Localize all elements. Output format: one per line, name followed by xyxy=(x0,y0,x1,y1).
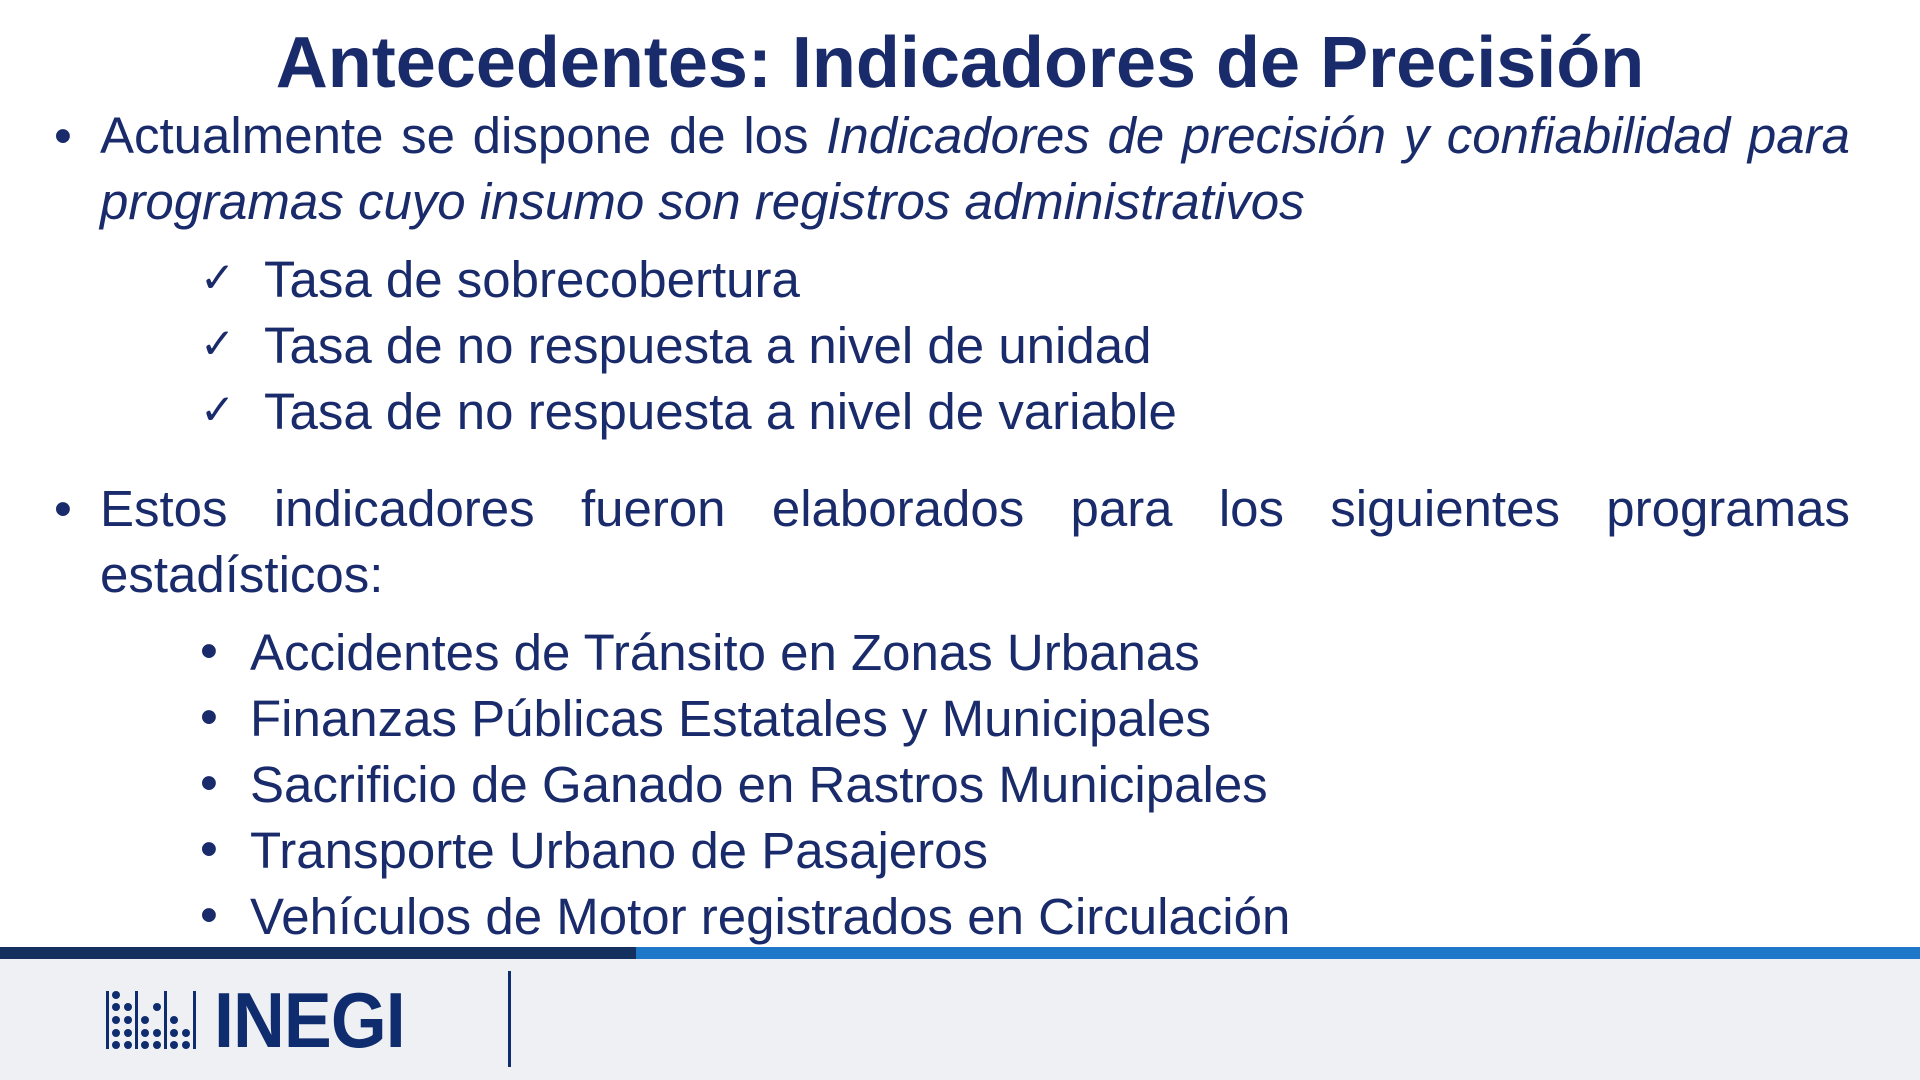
bullet-dot-icon: • xyxy=(200,622,218,679)
program-label: Finanzas Públicas Estatales y Municipales xyxy=(250,690,1211,747)
slide-title: Antecedentes: Indicadores de Precisión xyxy=(275,23,1645,103)
logo-text: INEGI xyxy=(214,976,405,1064)
bullet-dot-icon: • xyxy=(200,754,218,811)
indicator-label: Tasa de sobrecobertura xyxy=(264,251,800,308)
bullet-dot-icon: • xyxy=(200,688,218,745)
program-label: Transporte Urbano de Pasajeros xyxy=(250,822,989,879)
list-item xyxy=(200,247,1800,313)
bullet-text: Actualmente se dispone de los xyxy=(100,107,827,164)
list-item xyxy=(200,379,1800,445)
inegi-dots-icon xyxy=(104,987,200,1053)
program-list xyxy=(200,620,1800,950)
program-label: Vehículos de Motor registrados en Circulación xyxy=(250,888,1291,945)
list-item xyxy=(200,818,1800,884)
program-label: Accidentes de Tránsito en Zonas Urbanas xyxy=(250,624,1200,681)
bullet-paragraph: Estos indicadores fueron elaborados para los siguientes programas estadísticos: xyxy=(100,480,1850,603)
list-item xyxy=(200,620,1800,686)
footer-bar-dark xyxy=(0,947,636,959)
program-label: Sacrificio de Ganado en Rastros Municipales xyxy=(250,756,1268,813)
checkmark-icon: ✓ xyxy=(200,319,236,368)
bullet-dot-icon: • xyxy=(200,886,218,943)
list-item xyxy=(200,686,1800,752)
footer xyxy=(0,959,1920,1080)
bullet-dot-icon: • xyxy=(54,480,72,537)
footer-divider xyxy=(508,971,511,1067)
bullet-dot-icon: • xyxy=(200,820,218,877)
bullet-available-indicators xyxy=(54,103,1850,235)
checkmark-icon: ✓ xyxy=(200,253,236,302)
bullet-paragraph xyxy=(100,103,1850,235)
indicator-list xyxy=(200,247,1800,445)
list-item xyxy=(200,752,1800,818)
bullet-dot-icon: • xyxy=(54,107,72,164)
indicator-label: Tasa de no respuesta a nivel de unidad xyxy=(264,317,1152,374)
footer-bar-light xyxy=(636,947,1920,959)
indicator-label: Tasa de no respuesta a nivel de variable xyxy=(264,383,1177,440)
inegi-logo xyxy=(104,976,421,1064)
list-item xyxy=(200,313,1800,379)
bullet-programs xyxy=(54,476,1850,608)
bullet-text-italic: Indicadores de precisión y confiabilidad para programas cuyo insumo son registros administrativos xyxy=(100,107,1850,230)
checkmark-icon: ✓ xyxy=(200,385,236,434)
list-item xyxy=(200,884,1800,950)
